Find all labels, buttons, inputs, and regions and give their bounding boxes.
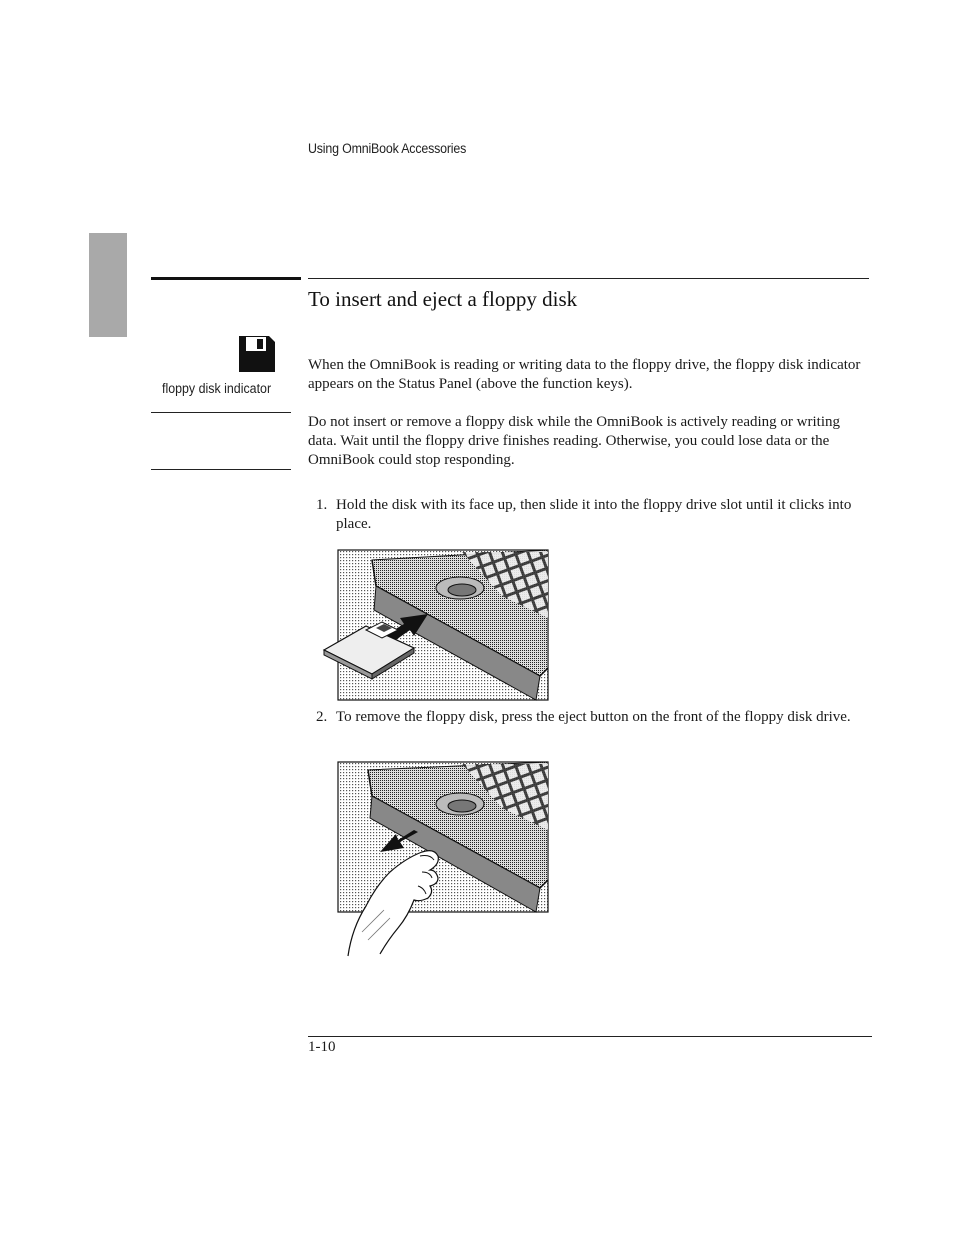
running-head: Using OmniBook Accessories bbox=[308, 141, 467, 156]
section-title: To insert and eject a floppy disk bbox=[308, 287, 578, 311]
floppy-insert-illustration bbox=[322, 548, 552, 702]
step-number: 2. bbox=[316, 709, 328, 725]
paragraph-indicator: When the OmniBook is reading or writing data to the floppy drive, the floppy disk indicator appears on the Status Panel (above the function keys). bbox=[308, 357, 861, 392]
paragraph-warning: Do not insert or remove a floppy disk while the OmniBook is actively reading or writing data. Wait until the floppy drive finishes reading. Otherwise, you could lose data or the OmniBook could stop responding. bbox=[308, 414, 840, 468]
section-rule-thin bbox=[308, 278, 869, 279]
floppy-indicator-label: floppy disk indicator bbox=[162, 381, 272, 396]
margin-rule-top bbox=[151, 412, 291, 413]
floppy-eject-illustration bbox=[322, 760, 552, 960]
step-text: Hold the disk with its face up, then slide it into the floppy drive slot until it clicks into place. bbox=[336, 497, 852, 532]
chapter-thumb-tab bbox=[89, 233, 127, 337]
step-1 bbox=[316, 496, 868, 536]
step-2 bbox=[316, 708, 868, 748]
section-rule-thick bbox=[151, 277, 301, 280]
step-number: 1. bbox=[316, 497, 328, 513]
margin-rule-bottom bbox=[151, 469, 291, 470]
footer-rule bbox=[308, 1036, 872, 1037]
page-number: 1-10 bbox=[308, 1039, 336, 1055]
step-text: To remove the floppy disk, press the eject button on the front of the floppy disk drive. bbox=[336, 709, 851, 725]
floppy-disk-icon bbox=[238, 335, 276, 373]
